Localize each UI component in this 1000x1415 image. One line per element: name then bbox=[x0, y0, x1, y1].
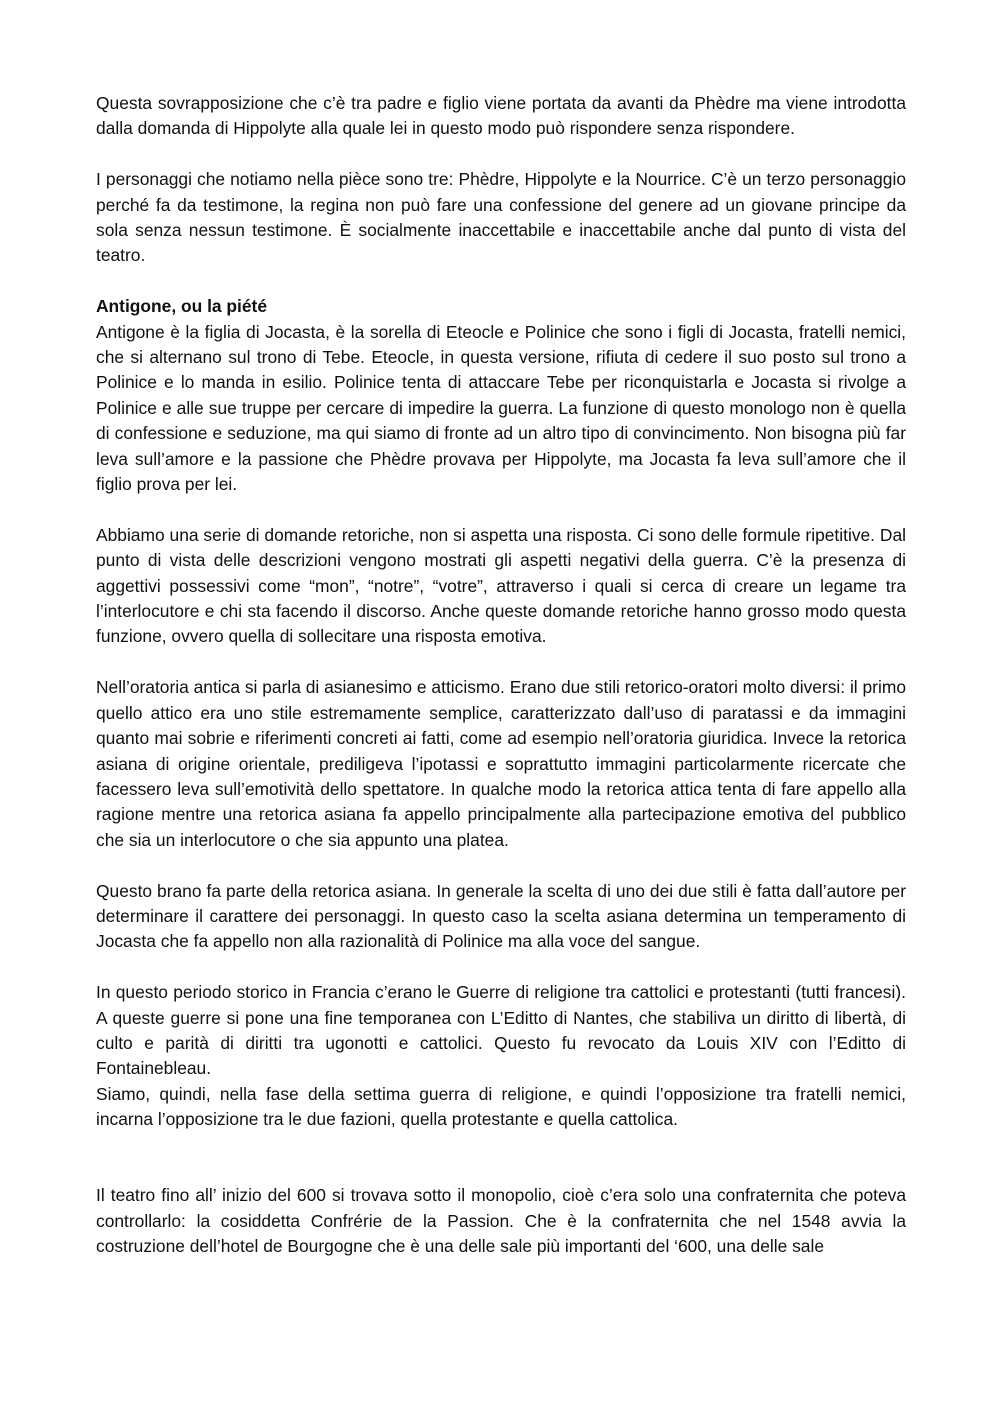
paragraph-ancient-oratory: Nell’oratoria antica si parla di asianesimo e atticismo. Erano due stili retorico-oratori molto diversi: il primo quello attico era uno stile estremamente semplice, caratterizzato dall’uso di paratassi e da immagini quanto mai sobrie e riferimenti concreti ai fatti, come ad esempio nell’oratoria giuridica. Invece la retorica asiana di origine orientale, prediligeva l’ipotassi e soprattutto immagini particolarmente ricercate che facessero leva sull’emotività dello spettatore. In qualche modo la retorica attica tenta di fare appello alla ragione mentre una retorica asiana fa appello principalmente alla partecipazione emotiva del pubblico che sia un interlocutore o che sia appunto una platea. bbox=[96, 677, 906, 850]
paragraph-theatre-monopoly: Il teatro fino all’ inizio del 600 si trovava sotto il monopolio, cioè c’era solo una confraternita che poteva controllarlo: la cosiddetta Confrérie de la Passion. Che è la confraternita che nel 1548 avvia la costruzione dell’hotel de Bourgogne che è una delle sale più importanti del ‘600, una delle sale bbox=[96, 1185, 906, 1257]
paragraph-rhetorical-questions: Abbiamo una serie di domande retoriche, non si aspetta una risposta. Ci sono delle formule ripetitive. Dal punto di vista delle descrizioni vengono mostrati gli aspetti negativi della guerra. C’è la presenza di aggettivi possessivi come “mon”, “notre”, “votre”, attraverso i quali si cerca di creare un legame tra l’interlocutore e chi sta facendo il discorso. Anche queste domande retoriche hanno grosso modo questa funzione, ovvero quella di sollecitare una risposta emotiva. bbox=[96, 524, 906, 647]
paragraph-religion-wars: In questo periodo storico in Francia c’erano le Guerre di religione tra cattolici e protestanti (tutti francesi). A queste guerre si pone una fine temporanea con L’Editto di Nantes, che stabiliva un diritto di libertà, di culto e parità di diritti tra ugonotti e cattolici. Questo fu revocato da Louis XIV con l’Editto di Fontainebleau. bbox=[96, 982, 906, 1079]
section-heading-antigone: Antigone, ou la piété bbox=[96, 296, 268, 317]
document-page bbox=[96, 91, 906, 1285]
paragraph-asian-rhetoric: Questo brano fa parte della retorica asiana. In generale la scelta di uno dei due stili è fatta dall’autore per determinare il carattere dei personaggi. In questo caso la scelta asiana determina un temperamento di Jocasta che fa appello non alla razionalità di Polinice ma alla voce del sangue. bbox=[96, 880, 906, 952]
paragraph-seventh-war: Siamo, quindi, nella fase della settima guerra di religione, e quindi l’opposizione tra fratelli nemici, incarna l’opposizione tra le due fazioni, quella protestante e quella cattolica. bbox=[96, 1083, 906, 1130]
blank-line bbox=[96, 1158, 906, 1183]
paragraph-antigone-plot: Antigone è la figlia di Jocasta, è la sorella di Eteocle e Polinice che sono i figli di Jocasta, fratelli nemici, che si alternano sul trono di Tebe. Eteocle, in questa versione, rifiuta di cedere il suo posto sul trono a Polinice e lo manda in esilio. Polinice tenta di attaccare Tebe per riconquistarla e Jocasta si rivolge a Polinice e alle sue truppe per cercare di impedire la guerra. La funzione di questo monologo non è quella di confessione e seduzione, ma qui siamo di fronte ad un altro tipo di convincimento. Non bisogna più far leva sull’amore e la passione che Phèdre provava per Hippolyte, ma Jocasta fa leva sull’amore che il figlio prova per lei. bbox=[96, 321, 906, 495]
paragraph-overlap-father-son: Questa sovrapposizione che c’è tra padre e figlio viene portata da avanti da Phèdre ma viene introdotta dalla domanda di Hippolyte alla quale lei in questo modo può rispondere senza rispondere. bbox=[96, 93, 906, 139]
paragraph-characters: I personaggi che notiamo nella pièce sono tre: Phèdre, Hippolyte e la Nourrice. C’è un terzo personaggio perché fa da testimone, la regina non può fare una confessione del genere ad un giovane principe da sola senza nessun testimone. È socialmente inaccettabile e inaccettabile anche dal punto di vista del teatro. bbox=[96, 169, 906, 266]
